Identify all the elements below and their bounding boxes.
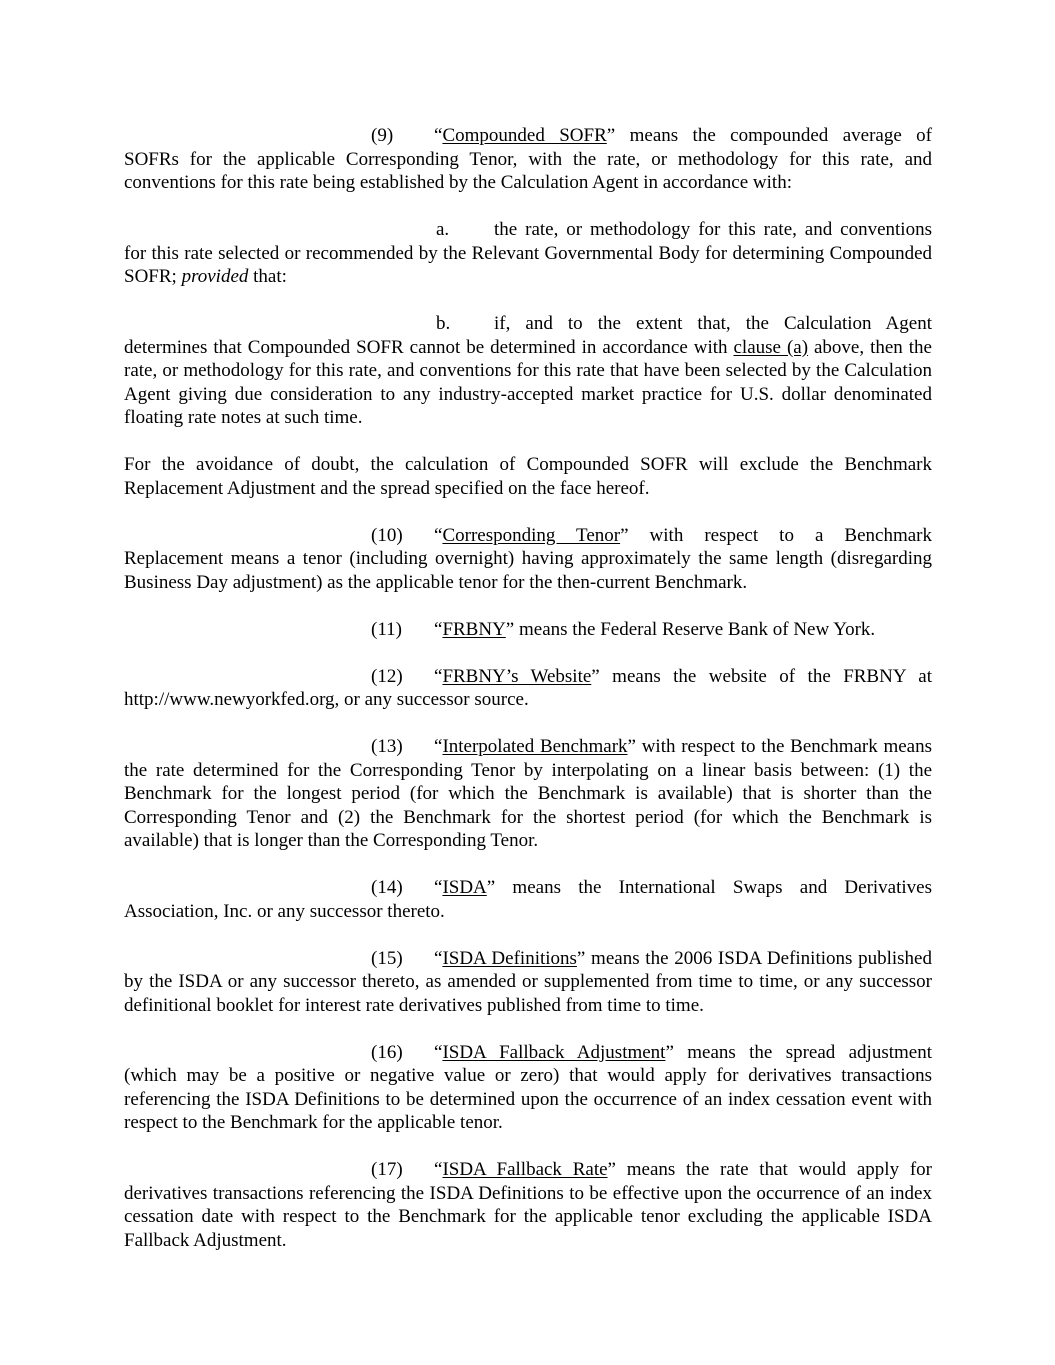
text-segment: ” with respect to the Benchmark means the rate determined for the Corresponding Tenor by interpolating on a linear basis between: (1) the Benchmark for the longest period (for which the Benchmark is available) that is shorter than the Corresponding Tenor and (2) the Benchmark for the shortest period (for which the Benchmark is available) that is longer than the Corresponding Tenor.	[124, 736, 932, 851]
text-segment: For the avoidance of doubt, the calculation of Compounded SOFR will exclude the Benchmark Replacement Adjustment and the spread specified on the face hereof.	[124, 454, 932, 499]
clause-b-paragraph	[124, 312, 932, 430]
first-line-tab-indent	[124, 634, 371, 635]
text-segment: “	[434, 618, 443, 640]
first-line-tab-indent	[124, 963, 371, 964]
text-segment: ” means the compounded average of SOFRs for the applicable Corresponding Tenor, with the rate, or methodology for this rate, and conventions for this rate being established by the Calculation Agent in accordance with:	[124, 125, 932, 193]
definition-16-isda-fallback-adjustment-paragraph	[124, 1041, 932, 1135]
text-segment: “	[434, 125, 443, 146]
defined-term: clause (a)	[733, 336, 809, 358]
first-line-tab-indent	[124, 540, 371, 541]
definition-13-interpolated-benchmark-paragraph	[124, 735, 932, 853]
clause-label: (12)	[371, 665, 403, 687]
defined-term: FRBNY	[442, 618, 506, 640]
defined-term: ISDA	[442, 877, 487, 898]
text-segment: that:	[248, 266, 287, 287]
text-segment: “	[434, 1041, 443, 1063]
defined-term: Interpolated Benchmark	[442, 736, 628, 757]
definition-10-corresponding-tenor-paragraph	[124, 524, 932, 595]
definition-15-isda-definitions-paragraph	[124, 947, 932, 1018]
text-segment: ” with respect to a Benchmark Replacement means a tenor (including overnight) having approximately the same length (disregarding Business Day adjustment) as the applicable tenor for the then-current Benchmark.	[124, 524, 932, 593]
text-segment: “	[434, 736, 443, 757]
clause-label: (11)	[371, 618, 402, 640]
text-segment: above, then the rate, or methodology for this rate, and conventions for this rate that have been selected by the Calculation Agent giving due consideration to any industry-accepted market practice for U.S. dollar denominated floating rate notes at such time.	[124, 336, 932, 428]
definition-12-frbnys-website-paragraph	[124, 665, 932, 712]
text-segment: “	[434, 947, 443, 969]
clause-label: (15)	[371, 947, 403, 969]
defined-term: ISDA Definitions	[442, 947, 577, 969]
defined-term: ISDA Fallback Rate	[442, 1159, 608, 1180]
clause-label: (17)	[371, 1159, 403, 1180]
clause-label: (16)	[371, 1041, 403, 1063]
text-segment: “	[434, 665, 443, 687]
text-segment: “	[434, 524, 443, 546]
clause-a-paragraph	[124, 218, 932, 289]
text-segment: provided	[181, 266, 249, 287]
text-segment: ” means the website of the FRBNY at http://www.newyorkfed.org, or any successor source.	[124, 665, 932, 710]
defined-term: FRBNY’s Website	[442, 665, 592, 687]
first-line-tab-indent	[124, 234, 436, 235]
text-segment: if, and to the extent that, the Calculation Agent determines that Compounded SOFR cannot be determined in accordance with	[124, 313, 932, 358]
text-segment: the rate, or methodology for this rate, and conventions for this rate selected or recommended by the Relevant Governmental Body for determining Compounded SOFR;	[124, 219, 932, 287]
defined-term: Corresponding Tenor	[442, 524, 621, 546]
clause-label: (10)	[371, 524, 403, 546]
first-line-tab-indent	[124, 892, 371, 893]
first-line-tab-indent	[124, 751, 371, 752]
clause-label: (14)	[371, 877, 403, 898]
defined-term: ISDA Fallback Adjustment	[442, 1041, 666, 1063]
text-segment: “	[434, 1159, 443, 1180]
definition-11-frbny-paragraph	[124, 618, 932, 642]
first-line-tab-indent	[124, 1057, 371, 1058]
definition-17-isda-fallback-rate-paragraph	[124, 1158, 932, 1252]
document-body	[124, 124, 932, 1252]
definition-9-compounded-sofr-paragraph	[124, 124, 932, 195]
first-line-tab-indent	[124, 140, 371, 141]
clause-label: b.	[436, 313, 451, 334]
first-line-tab-indent	[124, 681, 371, 682]
text-segment: ” means the 2006 ISDA Definitions published by the ISDA or any successor thereto, as amended or supplemented from time to time, or any successor definitional booklet for interest rate derivatives published from time to time.	[124, 947, 932, 1016]
first-line-tab-indent	[124, 328, 436, 329]
text-segment: ” means the rate that would apply for derivatives transactions referencing the ISDA Definitions to be effective upon the occurrence of an index cessation date with respect to the Benchmark for the applicable tenor excluding the applicable ISDA Fallback Adjustment.	[124, 1159, 933, 1251]
defined-term: Compounded SOFR	[442, 125, 607, 146]
clause-label: (9)	[371, 125, 394, 146]
definition-14-isda-paragraph	[124, 876, 932, 923]
text-segment: “	[434, 877, 443, 898]
clause-label: a.	[436, 219, 450, 240]
avoidance-of-doubt-paragraph	[124, 453, 932, 500]
text-segment: ” means the Federal Reserve Bank of New York.	[505, 618, 876, 640]
first-line-tab-indent	[124, 1174, 371, 1175]
text-segment: ” means the International Swaps and Derivatives Association, Inc. or any successor thereto.	[124, 877, 932, 922]
text-segment: ” means the spread adjustment (which may be a positive or negative value or zero) that would apply for derivatives transactions referencing the ISDA Definitions to be determined upon the occurrence of an index cessation event with respect to the Benchmark for the applicable tenor.	[124, 1041, 933, 1133]
clause-label: (13)	[371, 736, 403, 757]
